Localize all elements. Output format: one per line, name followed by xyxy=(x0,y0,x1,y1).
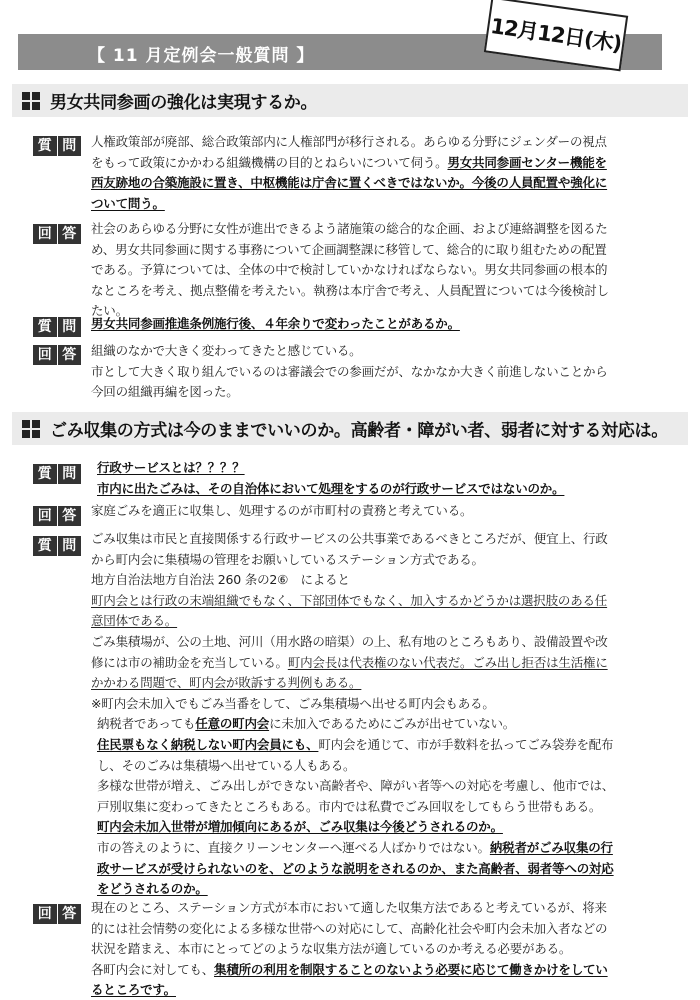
squares-icon xyxy=(22,420,40,438)
section-title: ごみ収集の方式は今のままでいいのか。高齢者・障がい者、弱者に対する対応は。 xyxy=(50,421,668,441)
answer-text: 家庭ごみを適正に収集し、処理するのが市町村の責務と考えている。 xyxy=(91,503,473,518)
question-badge: 質 問 xyxy=(33,464,81,484)
question-text: ごみ収集は市民と直接関係する行政サービスの公共事業であるべきところだが、便宜上、行政 から町内会に集積場の管理をお願いしているステーション方式である。 地方自治法地方自治法 260 条の2⑥ によると 町内会とは行政の末端組織でもなく、下部団体でもなく、加入するかどうかは選択肢のある任 意団体である。 ごみ集積場が、公の土地、河川（用水路の暗渠）の上、私有地のところもあり、設備設置や改 修には市の補助金を充当している。町内会長は代表権のない代表だ。ごみ出し拒否は生活権に かかわる問題で、町内会が敗訴する判例もある。 ※町内会未加入でもごみ当番をして、ごみ集積場へ出せる町内会もある。 納税者であっても任意の町内会に未加入であるためにごみが出せていない。 住民票もなく納税しない町内会員にも、町内会を通じて、市が手数料を払ってごみ袋券を配布 し、そのごみは集積場へ出せている人もある。 多様な世帯が増え、ごみ出しができない高齢者や、障がい者等への対応を考慮し、他市では、 戸別収集に変わってきたところもある。市内では私費でごみ回収をしてもらう世帯もある。 町内会未加入世帯が増加傾向にあるが、ごみ収集は今後どうされるのか。 市の答えのように、直接クリーンセンターへ運べる人ばかりではない。納税者がごみ収集の行 政サービスが受けられないのを、どのような説明をされるのか、また高齢者、弱者等への対応 をどうされるのか。 xyxy=(91,531,615,897)
answer-badge: 回 答 xyxy=(33,904,81,924)
question-badge: 質 問 xyxy=(33,536,81,556)
answer-text: 社会のあらゆる分野に女性が進出できるよう諸施策の総合的な企画、および連絡調整を図るた め、男女共同参画に関する事務について企画調整課に移管して、総合的に取り組むための配置 である。予算については、全体の中で検討していかなければならない。男女共同参画の根本的 なところを考え、拠点整備を考えたい。執務は本庁舎で考え、人員配置については今後検討し たい。 xyxy=(91,221,609,319)
page-title: 【 11 月定例会一般質問 】 xyxy=(88,46,315,66)
answer-badge: 回 答 xyxy=(33,345,81,365)
answer-badge: 回 答 xyxy=(33,506,81,526)
section-header-gender-equality xyxy=(12,84,688,117)
squares-icon xyxy=(22,92,40,110)
answer-badge: 回 答 xyxy=(33,224,81,244)
section-title: 男女共同参画の強化は実現するか。 xyxy=(50,93,318,113)
section-header-garbage-collection xyxy=(12,412,688,445)
question-text: 行政サービスとは？？？？ 市内に出たごみは、その自治体において処理をするのが行政サービスではないのか。 xyxy=(97,460,565,496)
question-badge: 質 問 xyxy=(33,317,81,337)
question-badge: 質 問 xyxy=(33,136,81,156)
answer-text: 現在のところ、ステーション方式が本市において適した収集方法であると考えているが、将来 的には社会情勢の変化による多様な世帯への対応にして、高齢化社会や町内会未加入者などの 状況を踏まえ、本市にとってどのような収集方法が適しているのか考える必要がある。 各町内会に対しても、集積所の利用を制限することのないよう必要に応じて働きかけをしてい るところです。 xyxy=(91,900,608,998)
question-text: 男女共同参画推進条例施行後、４年余りで変わったことがあるか。 xyxy=(91,316,460,331)
question-text: 人権政策部が廃部、総合政策部内に人権部門が移行される。あらゆる分野にジェンダーの視点 をもって政策にかかわる組織機構の目的とねらいについて伺う。男女共同参画センター機能を 西友跡地の合築施設に置き、中枢機能は庁舎に置くべきではないか。今後の人員配置や強化に ついて問う。 xyxy=(91,134,608,211)
date-label: 12月12日(木) xyxy=(489,13,623,57)
answer-text: 組織のなかで大きく変わってきたと感じている。 市として大きく取り組んでいるのは審議会での参画だが、なかなか大きく前進しないことから 今回の組織再編を図った。 xyxy=(91,343,608,400)
